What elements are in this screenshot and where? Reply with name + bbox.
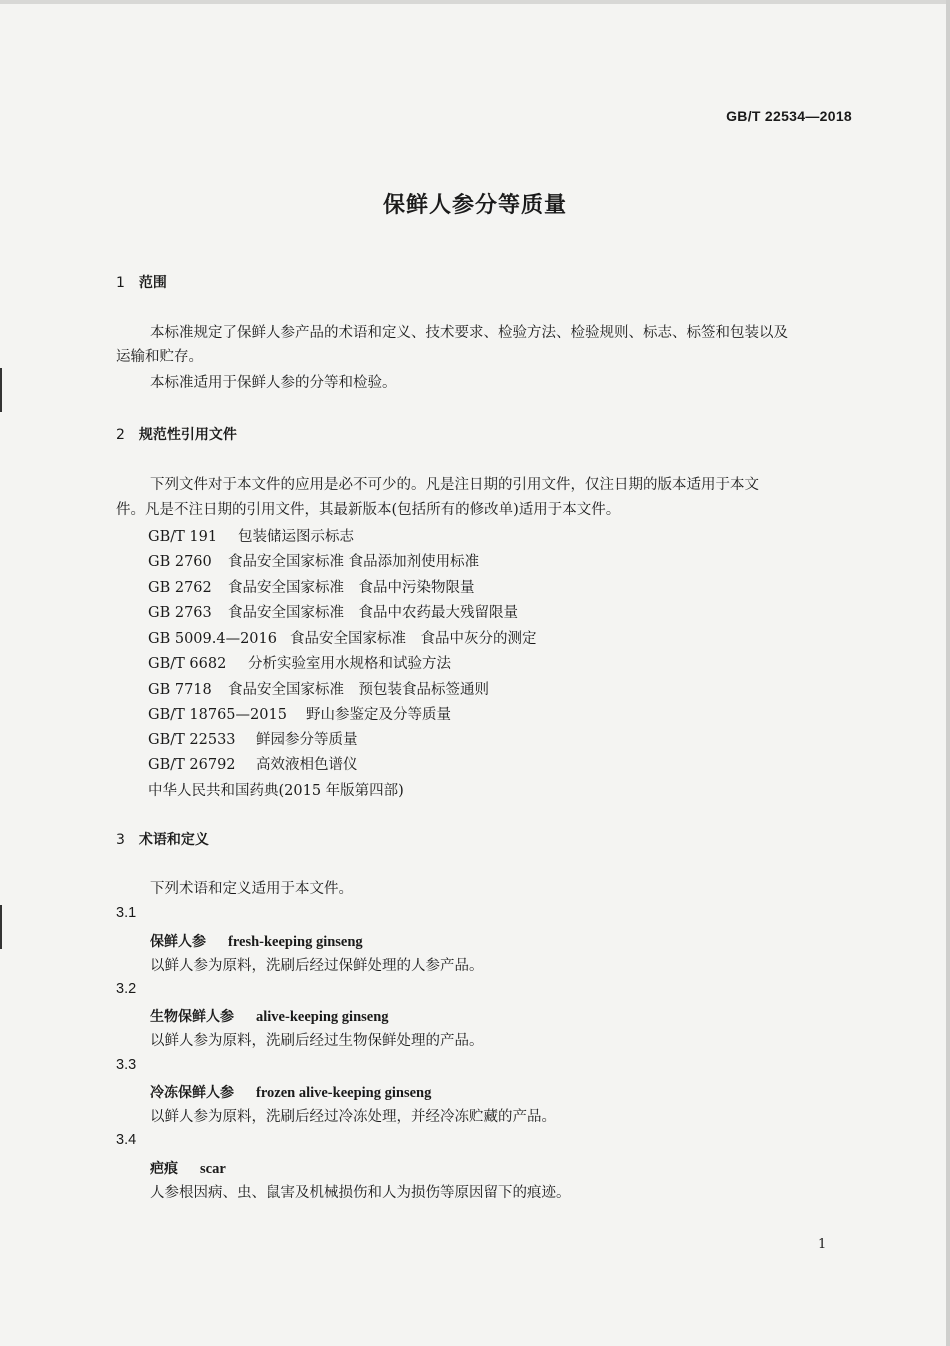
binding-mark [0, 368, 2, 412]
paragraph-continuation: 运输和贮存。 [116, 349, 203, 365]
reference-item [148, 652, 451, 673]
reference-title: 食品安全国家标准 食品中污染物限量 [228, 580, 475, 596]
reference-title: 野山参鉴定及分等质量 [306, 707, 451, 723]
reference-title: 鲜园参分等质量 [256, 732, 358, 748]
reference-title: 食品安全国家标准 食品添加剂使用标准 [228, 554, 480, 570]
standard-code: GB/T 22534—2018 [726, 108, 852, 124]
paragraph: 下列术语和定义适用于本文件。 [150, 881, 353, 897]
reference-code: GB/T 22533 [148, 732, 236, 748]
section-heading [116, 272, 167, 292]
section-title: 范围 [138, 275, 167, 291]
reference-title: 中华人民共和国药典(2015 年版第四部) [148, 783, 404, 799]
reference-code: GB/T 18765—2015 [148, 707, 287, 723]
term-definition: 人参根因病、虫、鼠害及机械损伤和人为损伤等原因留下的痕迹。 [150, 1185, 571, 1201]
reference-title: 高效液相色谱仪 [256, 757, 358, 773]
section-heading [116, 424, 237, 444]
reference-item [148, 728, 358, 749]
reference-code: GB/T 26792 [148, 757, 236, 773]
section-heading [116, 829, 209, 849]
reference-code: GB 2760 [148, 554, 212, 570]
section-number: 3 [116, 832, 125, 848]
paragraph: 本标准适用于保鲜人参的分等和检验。 [150, 375, 397, 391]
term-definition: 以鲜人参为原料，洗刷后经过生物保鲜处理的产品。 [150, 1033, 484, 1049]
document-title: 保鲜人参分等质量 [382, 193, 567, 218]
reference-title: 分析实验室用水规格和试验方法 [248, 656, 451, 672]
reference-item [148, 753, 358, 774]
term-en: frozen alive-keeping ginseng [256, 1085, 432, 1101]
reference-item [148, 601, 518, 622]
reference-item [148, 627, 537, 648]
reference-code: GB 2762 [148, 580, 212, 596]
term-number: 3.4 [116, 1132, 137, 1148]
reference-item [148, 576, 475, 597]
reference-item [148, 525, 354, 546]
term-definition: 以鲜人参为原料，洗刷后经过冷冻处理，并经冷冻贮藏的产品。 [150, 1109, 556, 1125]
reference-item [148, 550, 479, 571]
section-title: 术语和定义 [138, 832, 209, 848]
paragraph: 下列文件对于本文件的应用是必不可少的。凡是注日期的引用文件，仅注日期的版本适用于本文 [150, 477, 759, 493]
term-en: scar [200, 1161, 226, 1177]
term-zh: 冷冻保鲜人参 [150, 1085, 234, 1101]
reference-code: GB/T 191 [148, 529, 218, 545]
page-number: 1 [818, 1237, 827, 1252]
reference-title: 食品安全国家标准 预包装食品标签通则 [228, 682, 489, 698]
reference-code: GB 2763 [148, 605, 212, 621]
term-heading [150, 1082, 431, 1102]
binding-mark [0, 905, 2, 949]
term-heading [150, 1158, 226, 1178]
term-number: 3.1 [116, 905, 137, 921]
paragraph-continuation: 件。凡是不注日期的引用文件，其最新版本(包括所有的修改单)适用于本文件。 [116, 502, 621, 518]
reference-title: 包装储运图示标志 [238, 529, 354, 545]
reference-item [148, 779, 404, 800]
reference-item [148, 678, 489, 699]
section-number: 2 [116, 427, 125, 443]
term-zh: 保鲜人参 [150, 934, 206, 950]
reference-code: GB 7718 [148, 682, 212, 698]
section-title: 规范性引用文件 [138, 427, 237, 443]
page-top-edge [0, 0, 950, 4]
term-heading [150, 931, 363, 951]
term-number: 3.3 [116, 1057, 137, 1073]
reference-title: 食品安全国家标准 食品中农药最大残留限量 [228, 605, 518, 621]
paragraph: 本标准规定了保鲜人参产品的术语和定义、技术要求、检验方法、检验规则、标志、标签和包装以及 [150, 325, 788, 341]
term-en: fresh-keeping ginseng [228, 934, 363, 950]
reference-title: 食品安全国家标准 食品中灰分的测定 [290, 631, 537, 647]
term-number: 3.2 [116, 981, 137, 997]
term-en: alive-keeping ginseng [256, 1009, 389, 1025]
term-definition: 以鲜人参为原料，洗刷后经过保鲜处理的人参产品。 [150, 958, 484, 974]
section-number: 1 [116, 275, 125, 291]
term-heading [150, 1006, 389, 1026]
reference-item [148, 703, 451, 724]
reference-code: GB/T 6682 [148, 656, 227, 672]
reference-code: GB 5009.4—2016 [148, 631, 277, 647]
term-zh: 疤痕 [150, 1161, 178, 1177]
term-zh: 生物保鲜人参 [150, 1009, 234, 1025]
